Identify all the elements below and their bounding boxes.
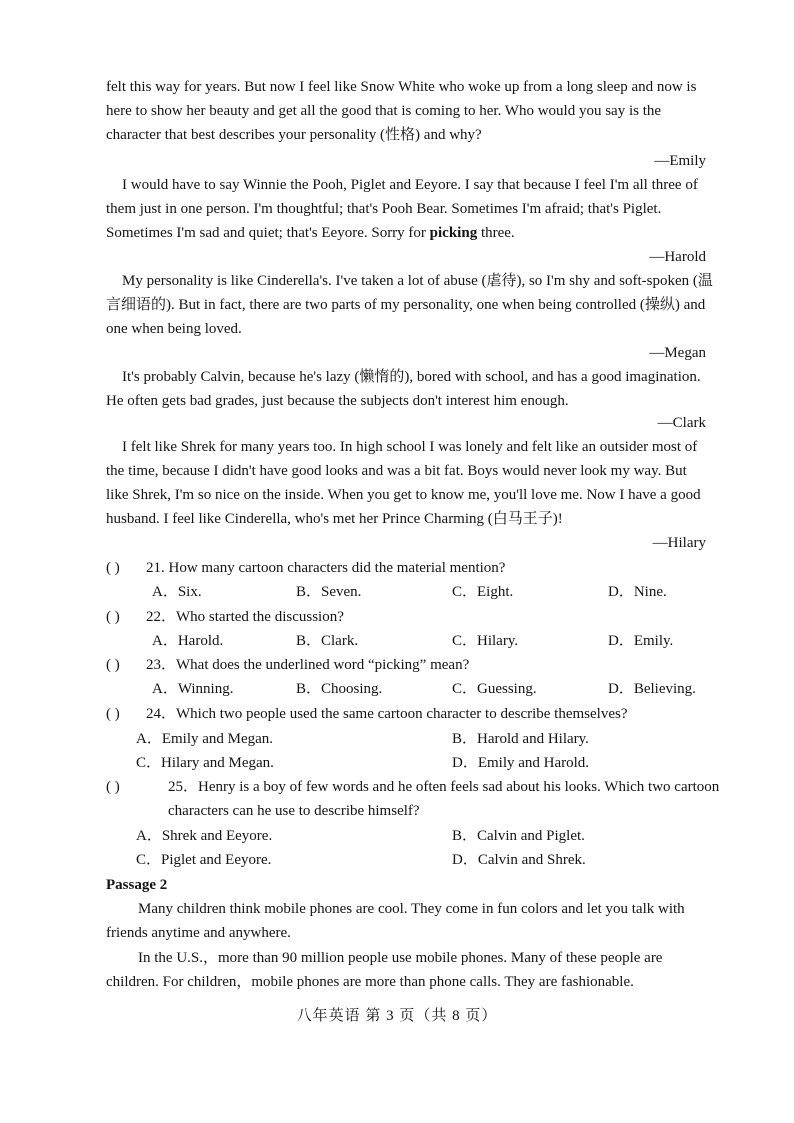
question-22 [106,605,716,629]
question-25 [106,775,776,823]
option-d: D．Emily and Harold. [452,755,590,771]
question-23 [106,653,716,677]
option-b: B．Clark. [296,633,359,649]
answer-blank[interactable]: ( ) [106,560,120,576]
question-21 [106,556,716,580]
option-d: D．Calvin and Shrek. [452,852,586,868]
answer-blank[interactable]: ( ) [106,609,120,625]
hilary-paragraph: I felt like Shrek for many years too. In high school I was lonely and felt like an outsider most of the time, because I didn't have good looks and was a bit fat. Boys would never look my way. But like Shrek, I'm so nice on the inside. When you get to know me, you'll love me. Now I have a good husband. I feel like Cinderella, who's met her Prince Charming (白马王子)! [106,439,701,527]
harold-text-end: three. [477,225,515,241]
option-c: C．Piglet and Eeyore. [136,852,272,868]
option-a: A．Harold. [152,633,224,649]
option-d: D．Believing. [608,681,696,697]
megan-paragraph: My personality is like Cinderella's. I've taken a lot of abuse (虐待), so I'm shy and soft-spoken (温言细语的). But in fact, there are two parts of my personality, one when being controlled (操纵) and one when being loved. [106,273,713,337]
option-b: B．Seven. [296,584,362,600]
question-24 [106,702,716,726]
option-b: B．Choosing. [296,681,383,697]
answer-blank[interactable]: ( ) [106,657,120,673]
signature-harold: —Harold [649,249,706,265]
intro-paragraph: felt this way for years. But now I feel like Snow White who woke up from a long sleep and now is here to show her beauty and get all the good that is coming to her. Who would you say is the character that best describes your personality (性格) and why? [106,79,697,143]
harold-text: I would have to say Winnie the Pooh, Piglet and Eeyore. I say that because I feel I'm all three of them just in one person. I'm thoughtful; that's Pooh Bear. Sometimes I'm afraid; that's Piglet. Sometimes I'm sad and quiet; that's Eeyore. Sorry for [106,177,698,241]
page-footer: 八年英语 第 3 页（共 8 页） [296,1008,498,1024]
option-a: A．Shrek and Eeyore. [136,828,273,844]
option-c: C．Eight. [452,584,514,600]
option-a: A．Six. [152,584,202,600]
question-text: 25．Henry is a boy of few words and he often feels sad about his looks. Which two cartoon characters can he use to describe himself? [168,779,720,819]
option-d: D．Emily. [608,633,674,649]
option-a: A．Emily and Megan. [136,731,274,747]
option-c: C．Guessing. [452,681,537,697]
answer-blank[interactable]: ( ) [106,779,120,795]
passage-2-title: Passage 2 [106,877,168,893]
option-c: C．Hilary. [452,633,519,649]
answer-blank[interactable]: ( ) [106,706,120,722]
passage-2-paragraph-1: Many children think mobile phones are cool. They come in fun colors and let you talk with friends anytime and anywhere. [106,901,685,941]
harold-paragraph [106,173,713,245]
question-text: 24．Which two people used the same cartoon character to describe themselves? [146,706,628,722]
question-text: 23．What does the underlined word “picking” mean? [146,657,470,673]
signature-hilary: —Hilary [652,535,706,551]
signature-emily: —Emily [654,153,706,169]
option-a: A．Winning. [152,681,234,697]
option-b: B．Calvin and Piglet. [452,828,585,844]
passage-2-paragraph-2: In the U.S.，more than 90 million people use mobile phones. Many of these people are children. For children，mobile phones are more than phone calls. They are fashionable. [106,950,663,990]
signature-clark: —Clark [657,415,706,431]
option-b: B．Harold and Hilary. [452,731,589,747]
clark-paragraph: It's probably Calvin, because he's lazy (懒惰的), bored with school, and has a good imagination. He often gets bad grades, just because the subjects don't interest him enough. [106,369,701,409]
question-text: 21. How many cartoon characters did the material mention? [146,560,506,576]
option-d: D．Nine. [608,584,667,600]
option-c: C．Hilary and Megan. [136,755,274,771]
signature-megan: —Megan [649,345,706,361]
question-text: 22．Who started the discussion? [146,609,344,625]
underlined-word-picking: picking [429,225,478,241]
